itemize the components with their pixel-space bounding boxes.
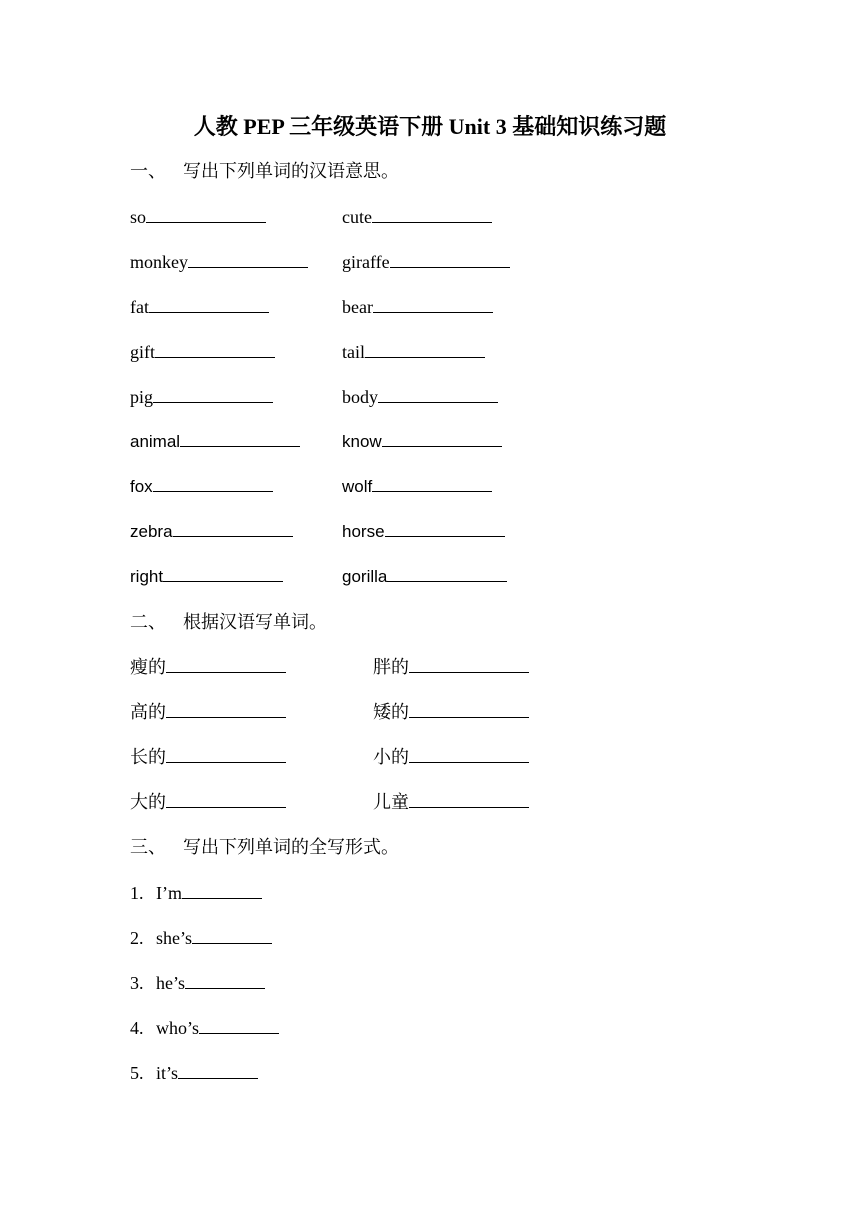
answer-blank[interactable] (166, 671, 286, 673)
answer-blank[interactable] (372, 221, 492, 223)
section2-heading (130, 609, 327, 635)
word-item: 高的 (130, 699, 286, 725)
word-item: zebra (130, 519, 293, 545)
answer-blank[interactable] (409, 716, 529, 718)
section2-heading-text: 根据汉语写单词。 (183, 612, 327, 632)
answer-blank[interactable] (390, 266, 510, 268)
answer-blank[interactable] (385, 535, 505, 537)
word-item: pig (130, 384, 273, 410)
answer-blank[interactable] (153, 490, 273, 492)
word-item: body (342, 384, 498, 410)
word-item: cute (342, 204, 492, 230)
section3-number: 三、 (130, 837, 166, 857)
answer-blank[interactable] (199, 1032, 279, 1034)
section3-heading-text: 写出下列单词的全写形式。 (183, 837, 399, 857)
answer-blank[interactable] (163, 580, 283, 582)
list-item: 5. it’s (130, 1060, 258, 1086)
word-item: fat (130, 294, 269, 320)
answer-blank[interactable] (409, 806, 529, 808)
answer-blank[interactable] (166, 806, 286, 808)
answer-blank[interactable] (153, 401, 273, 403)
word-item: fox (130, 474, 273, 500)
word-item: horse (342, 519, 505, 545)
section3-heading (130, 834, 399, 860)
answer-blank[interactable] (409, 761, 529, 763)
word-item: 长的 (130, 744, 286, 770)
section1-heading (130, 158, 399, 184)
word-item: 矮的 (373, 699, 529, 725)
answer-blank[interactable] (378, 401, 498, 403)
section1-number: 一、 (130, 161, 166, 181)
page-title: 人教 PEP 三年级英语下册 Unit 3 基础知识练习题 (193, 114, 667, 139)
answer-blank[interactable] (373, 311, 493, 313)
word-item: 小的 (373, 744, 529, 770)
word-item: bear (342, 294, 493, 320)
answer-blank[interactable] (188, 266, 308, 268)
answer-blank[interactable] (409, 671, 529, 673)
section1-heading-text: 写出下列单词的汉语意思。 (183, 161, 399, 181)
answer-blank[interactable] (365, 356, 485, 358)
word-item: right (130, 564, 283, 590)
word-item: gift (130, 339, 275, 365)
word-item: giraffe (342, 249, 510, 275)
section2-number: 二、 (130, 612, 166, 632)
word-item: tail (342, 339, 485, 365)
list-item: 1. I’m (130, 880, 262, 906)
list-item: 2. she’s (130, 925, 272, 951)
answer-blank[interactable] (166, 716, 286, 718)
answer-blank[interactable] (146, 221, 266, 223)
answer-blank[interactable] (155, 356, 275, 358)
word-item: 儿童 (373, 789, 529, 815)
answer-blank[interactable] (178, 1077, 258, 1079)
word-item: know (342, 429, 502, 455)
word-item: animal (130, 429, 300, 455)
answer-blank[interactable] (185, 987, 265, 989)
word-item: 大的 (130, 789, 286, 815)
answer-blank[interactable] (192, 942, 272, 944)
answer-blank[interactable] (173, 535, 293, 537)
list-item: 3. he’s (130, 970, 265, 996)
answer-blank[interactable] (372, 490, 492, 492)
word-item: monkey (130, 249, 308, 275)
word-item: 胖的 (373, 654, 529, 680)
answer-blank[interactable] (180, 445, 300, 447)
word-item: 瘦的 (130, 654, 286, 680)
answer-blank[interactable] (149, 311, 269, 313)
answer-blank[interactable] (382, 445, 502, 447)
answer-blank[interactable] (182, 897, 262, 899)
word-item: wolf (342, 474, 492, 500)
word-item: gorilla (342, 564, 507, 590)
word-item: so (130, 204, 266, 230)
answer-blank[interactable] (166, 761, 286, 763)
list-item: 4. who’s (130, 1015, 279, 1041)
answer-blank[interactable] (387, 580, 507, 582)
